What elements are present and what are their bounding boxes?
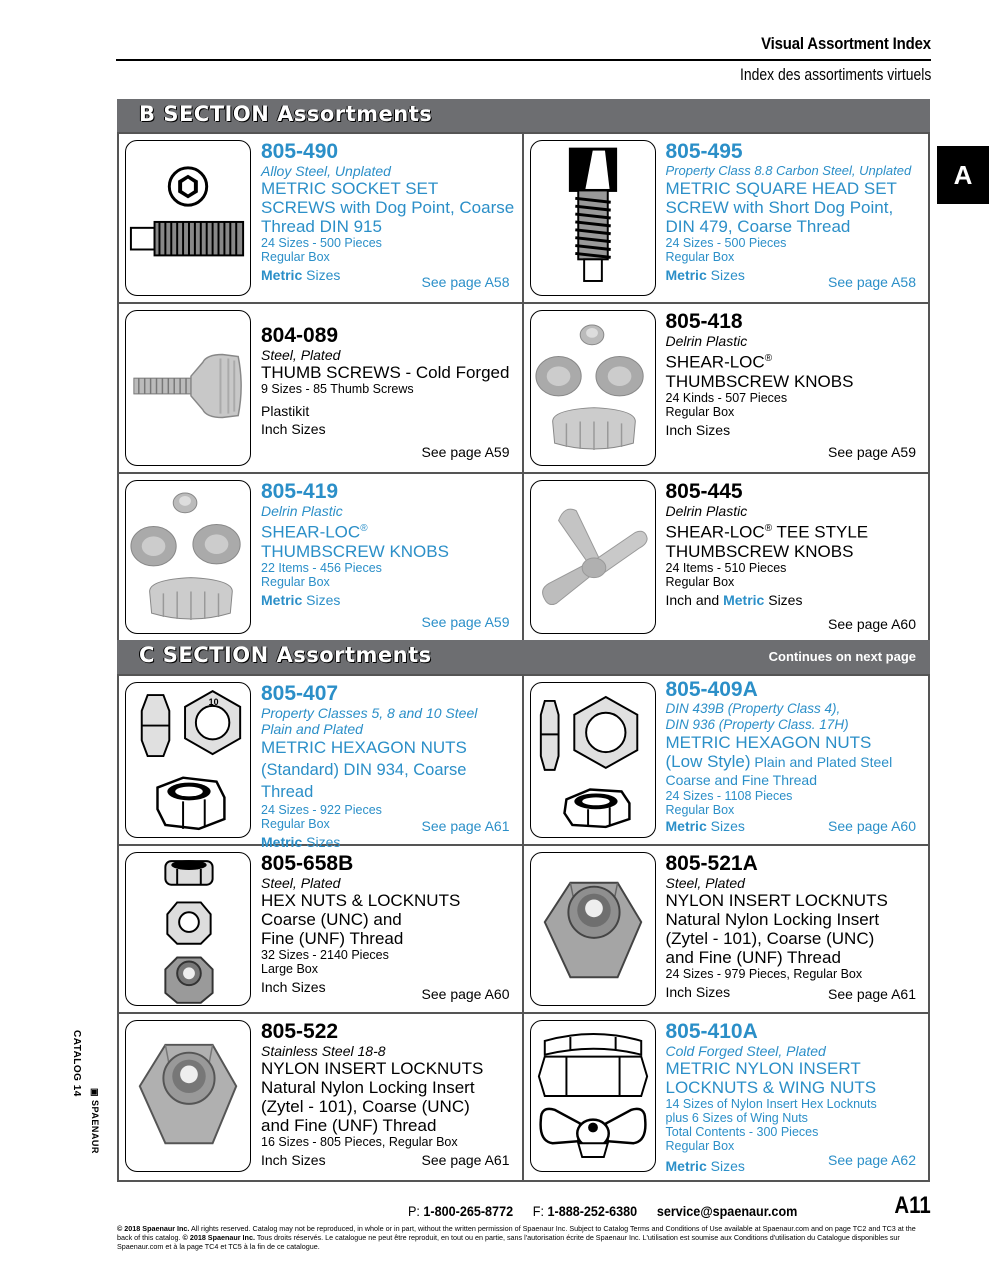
product-code[interactable]: 805-419	[261, 480, 339, 503]
product-standard-a: DIN 439B (Property Class 4),	[665, 701, 841, 716]
product-image-locknuts	[125, 852, 251, 1006]
product-text	[261, 1020, 516, 1169]
sizes-rest: Sizes	[706, 1158, 745, 1174]
product-material: Property Class 8.8 Carbon Steel, Unplated	[665, 163, 912, 178]
product-card-805-495[interactable]	[524, 134, 929, 302]
fax[interactable]	[533, 1203, 637, 1219]
continues-note: Continues on next page	[768, 649, 916, 664]
product-kit: Plastikit	[261, 403, 310, 419]
legal-notice	[117, 1225, 931, 1251]
product-style-finish: Plain and Plated Steel	[750, 754, 893, 770]
product-sizes: Inch Sizes	[261, 1152, 326, 1168]
see-page-link[interactable]: See page A58	[828, 274, 916, 290]
section-tab[interactable]: A	[937, 146, 989, 204]
product-code[interactable]: 805-522	[261, 1020, 339, 1043]
product-quantity: 24 Sizes - 1108 Pieces	[665, 789, 793, 803]
see-page-link[interactable]: See page A61	[421, 1152, 510, 1168]
product-box: Regular Box	[665, 1139, 735, 1153]
table-row	[119, 676, 928, 850]
product-quantity: 22 Items - 456 Pieces	[261, 560, 382, 575]
table-row	[119, 474, 928, 642]
section-b-title: B SECTION Assortments	[139, 102, 433, 126]
product-contents-b: plus 6 Sizes of Wing Nuts	[665, 1111, 808, 1125]
product-sizes: Inch Sizes	[665, 984, 731, 1000]
product-name-type: TEE STYLE THUMBSCREW KNOBS	[665, 522, 869, 561]
product-text	[666, 310, 923, 439]
see-page-link[interactable]: See page A60	[828, 616, 916, 632]
product-finish: Plain and Plated	[261, 721, 363, 737]
product-name: METRIC HEXAGON NUTS	[261, 738, 467, 757]
logo-icon: ▣	[90, 1088, 100, 1101]
product-material: Steel, Plated	[261, 347, 341, 363]
product-text	[666, 480, 923, 609]
product-quantity: 24 Sizes - 922 Pieces	[261, 803, 382, 817]
product-image-knobs	[530, 310, 656, 466]
product-code[interactable]: 805-490	[261, 140, 339, 163]
product-name: METRIC HEXAGON NUTS	[665, 733, 872, 752]
product-name-brand: SHEAR-LOC	[665, 352, 765, 372]
see-page-link[interactable]: See page A58	[421, 274, 510, 290]
product-card-805-407[interactable]	[119, 676, 524, 850]
product-thread-b: Fine (UNF) Thread	[261, 929, 404, 948]
product-standard-b: DIN 936 (Property Class. 17H)	[665, 717, 849, 732]
product-style-low: (Low Style)	[665, 752, 751, 771]
email-link[interactable]: service@spaenaur.com	[656, 1203, 798, 1219]
product-contents-a: 14 Sizes of Nylon Insert Hex Locknuts	[665, 1097, 877, 1111]
product-name: HEX NUTS & LOCKNUTS	[261, 891, 461, 910]
phone-number: 1-800-265-8772	[423, 1203, 514, 1219]
product-name	[666, 349, 923, 391]
product-material: Alloy Steel, Unplated	[261, 163, 391, 179]
product-feature: Natural Nylon Locking Insert	[261, 1078, 475, 1097]
legal-text-fr: Tous droits réservés. Le catalogue ne peut être reproduit, en tout ou en partie, sans l'autorisation écrite de Spaenaur Inc. L'utilisation est soumise aux Conditions d'utilisation du Catalogue disponibles sur Spaenaur.com et à la page TC4 et TC5 à la fin de ce catalogue.	[117, 1232, 900, 1251]
product-quantity: 24 Sizes - 500 Pieces	[261, 236, 382, 250]
sizes-metric: Metric	[261, 267, 303, 283]
product-sizes	[261, 591, 516, 609]
product-code[interactable]: 805-495	[665, 140, 743, 163]
product-thread: Coarse and Fine Thread	[665, 772, 817, 788]
product-name: NYLON INSERT LOCKNUTS	[665, 891, 888, 910]
table-row	[119, 134, 928, 304]
product-thread-a: Coarse (UNC) and	[261, 910, 402, 929]
see-page-link[interactable]: See page A61	[828, 986, 916, 1002]
see-page-link[interactable]: See page A62	[828, 1152, 916, 1168]
product-box: Regular Box	[665, 250, 735, 264]
product-code[interactable]: 805-658B	[261, 852, 354, 875]
sizes-rest: Sizes	[302, 267, 341, 283]
product-code[interactable]: 805-410A	[665, 1020, 758, 1043]
section-b-grid	[117, 132, 930, 644]
sizes-rest: Sizes	[706, 267, 745, 283]
product-material: Steel, Plated	[665, 875, 745, 891]
product-sizes: Inch Sizes	[261, 979, 326, 995]
product-style	[666, 752, 923, 772]
brand-label	[89, 1088, 100, 1154]
product-card-805-658B[interactable]	[119, 846, 524, 1012]
product-card-805-409A[interactable]	[524, 676, 929, 844]
fax-number: 1-888-252-6380	[547, 1203, 638, 1219]
product-text	[261, 140, 516, 284]
product-image-set-screw	[125, 140, 251, 296]
see-page-link[interactable]: See page A59	[828, 444, 916, 460]
product-material: Delrin Plastic	[665, 503, 748, 519]
table-row	[119, 1014, 928, 1180]
phone[interactable]	[408, 1203, 513, 1219]
product-box: Regular Box	[261, 250, 330, 264]
contact-line	[408, 1203, 814, 1219]
header-rule	[116, 59, 931, 61]
product-text	[666, 852, 923, 1001]
product-thread-b: and Fine (UNF) Thread	[261, 1116, 437, 1135]
product-material: Steel, Plated	[261, 875, 341, 891]
page-subtitle: Index des assortiments virtuels	[739, 65, 931, 84]
see-page-link[interactable]: See page A59	[421, 614, 510, 630]
sizes-metric: Metric	[261, 834, 303, 850]
sizes-metric: Metric	[665, 818, 707, 834]
product-code[interactable]: 805-407	[261, 682, 339, 705]
product-standard: (Standard) DIN 934, Coarse Thread	[261, 761, 467, 801]
product-thread-a: (Zytel - 101), Coarse (UNC)	[261, 1097, 470, 1116]
page-title: Visual Assortment Index	[761, 34, 931, 53]
product-name	[666, 519, 923, 561]
product-code[interactable]: 805-521A	[665, 852, 758, 875]
product-image-tee-knob	[530, 480, 656, 634]
product-image-nylon-locknut	[530, 852, 656, 1006]
product-image-wing-nuts	[530, 1020, 656, 1172]
product-image-thumb-screw	[125, 310, 251, 466]
section-c-grid	[117, 674, 930, 1182]
product-quantity: 24 Sizes - 979 Pieces, Regular Box	[665, 967, 863, 981]
product-quantity: 32 Sizes - 2140 Pieces	[261, 948, 389, 962]
product-name-brand: SHEAR-LOC	[665, 522, 765, 542]
product-name: THUMB SCREWS - Cold Forged	[261, 363, 510, 382]
page-number: A11	[894, 1192, 931, 1219]
product-code[interactable]: 805-445	[665, 480, 743, 503]
table-row	[119, 304, 928, 474]
product-box: Regular Box	[261, 574, 330, 589]
product-code[interactable]: 805-418	[665, 310, 743, 333]
product-card-805-418[interactable]	[524, 304, 929, 472]
product-material: Delrin Plastic	[665, 333, 748, 349]
product-quantity: 16 Sizes - 805 Pieces, Regular Box	[261, 1135, 458, 1149]
product-name-type: THUMBSCREW KNOBS	[665, 371, 854, 391]
legal-copyright-en: © 2018 Spaenaur Inc.	[117, 1224, 190, 1233]
product-box: Regular Box	[665, 574, 735, 589]
product-name-type: THUMBSCREW KNOBS	[261, 541, 449, 561]
registered-mark: ®	[360, 523, 368, 534]
product-text	[665, 678, 923, 835]
product-name: METRIC SQUARE HEAD SET SCREW with Short Dog Point, DIN 479, Coarse Thread	[665, 179, 897, 236]
product-image-stainless-locknut	[125, 1020, 251, 1172]
section-b-header	[117, 99, 930, 133]
product-image-low-hex-nuts	[530, 682, 656, 838]
product-thread-a: (Zytel - 101), Coarse (UNC)	[665, 929, 875, 948]
product-feature: Natural Nylon Locking Insert	[665, 910, 880, 929]
section-c-header	[117, 640, 930, 674]
product-text	[666, 140, 923, 284]
product-box: Large Box	[261, 962, 318, 976]
product-text	[261, 852, 516, 996]
sizes-inch: Inch and	[665, 591, 724, 608]
product-material: Delrin Plastic	[261, 503, 343, 519]
product-name: METRIC SOCKET SET SCREWS with Dog Point, Coarse Thread DIN 915	[261, 179, 515, 236]
sizes-metric: Metric	[261, 591, 303, 608]
product-image-square-head-screw	[530, 140, 656, 296]
product-text	[261, 310, 516, 438]
product-material: Property Classes 5, 8 and 10 Steel	[261, 705, 478, 721]
see-page-link[interactable]: See page A60	[828, 818, 916, 834]
nut-marking: 10	[208, 696, 219, 707]
product-code[interactable]: 804-089	[261, 324, 339, 347]
product-thread-b: and Fine (UNF) Thread	[665, 948, 841, 967]
product-quantity: 24 Sizes - 500 Pieces	[665, 236, 787, 250]
product-sizes	[666, 591, 923, 609]
see-page-link[interactable]: See page A60	[421, 986, 510, 1002]
product-material: Cold Forged Steel, Plated	[665, 1043, 826, 1059]
brand-name: SPAENAUR	[90, 1100, 100, 1154]
product-card-804-089[interactable]	[119, 304, 524, 472]
product-card-805-419[interactable]	[119, 474, 524, 642]
product-card-805-521A[interactable]	[524, 846, 929, 1012]
table-row	[119, 846, 928, 1014]
sizes-metric: Metric	[665, 1158, 707, 1174]
product-name: NYLON INSERT LOCKNUTS	[261, 1059, 484, 1078]
section-c-title: C SECTION Assortments	[139, 643, 432, 667]
sizes-rest: Sizes	[764, 591, 803, 608]
product-card-805-445[interactable]	[524, 474, 929, 642]
product-box: Regular Box	[261, 817, 330, 831]
product-image-knobs	[125, 480, 251, 634]
product-quantity: 9 Sizes - 85 Thumb Screws	[261, 382, 414, 396]
sizes-metric: Metric	[723, 591, 765, 608]
catalog-label: CATALOG 14	[71, 1030, 82, 1097]
sizes-rest: Sizes	[706, 818, 745, 834]
product-material: Stainless Steel 18-8	[261, 1043, 386, 1059]
phone-label: P:	[408, 1203, 420, 1219]
legal-copyright-fr: © 2018 Spaenaur Inc.	[182, 1232, 255, 1242]
see-page-link[interactable]: See page A61	[421, 818, 510, 834]
legal-text-en: All rights reserved. Catalog may not be reproduced, in whole or in part, without the written permission of Spaenaur Inc. Subject to Catalog Terms and Conditions of Use available at Spaenaur.com and on page TC2 and TC3 at the back of this catalog.	[117, 1224, 916, 1242]
product-name	[261, 519, 516, 561]
registered-mark: ®	[764, 353, 773, 364]
product-card-805-522[interactable]	[119, 1014, 524, 1180]
product-code[interactable]: 805-409A	[665, 678, 758, 701]
product-name-brand: SHEAR-LOC	[261, 522, 361, 542]
product-total: Total Contents - 300 Pieces	[665, 1125, 819, 1139]
product-box: Regular Box	[665, 404, 735, 419]
product-name: METRIC NYLON INSERT	[665, 1059, 861, 1078]
product-sizes: Inch Sizes	[261, 421, 326, 437]
see-page-link[interactable]: See page A59	[421, 444, 510, 460]
product-name-b: LOCKNUTS & WING NUTS	[665, 1078, 877, 1097]
registered-mark: ®	[764, 523, 773, 534]
product-quantity: 24 Items - 510 Pieces	[665, 560, 787, 575]
product-card-805-410A[interactable]	[524, 1014, 929, 1180]
fax-label: F:	[532, 1203, 544, 1219]
product-quantity: 24 Kinds - 507 Pieces	[665, 390, 788, 405]
product-text	[261, 480, 516, 609]
sizes-metric: Metric	[665, 267, 707, 283]
product-sizes: Inch Sizes	[665, 421, 731, 438]
product-box: Regular Box	[665, 803, 735, 817]
sizes-rest: Sizes	[302, 591, 341, 608]
product-card-805-490[interactable]	[119, 134, 524, 302]
product-image-hex-nuts	[125, 682, 251, 838]
sizes-rest: Sizes	[302, 834, 341, 850]
